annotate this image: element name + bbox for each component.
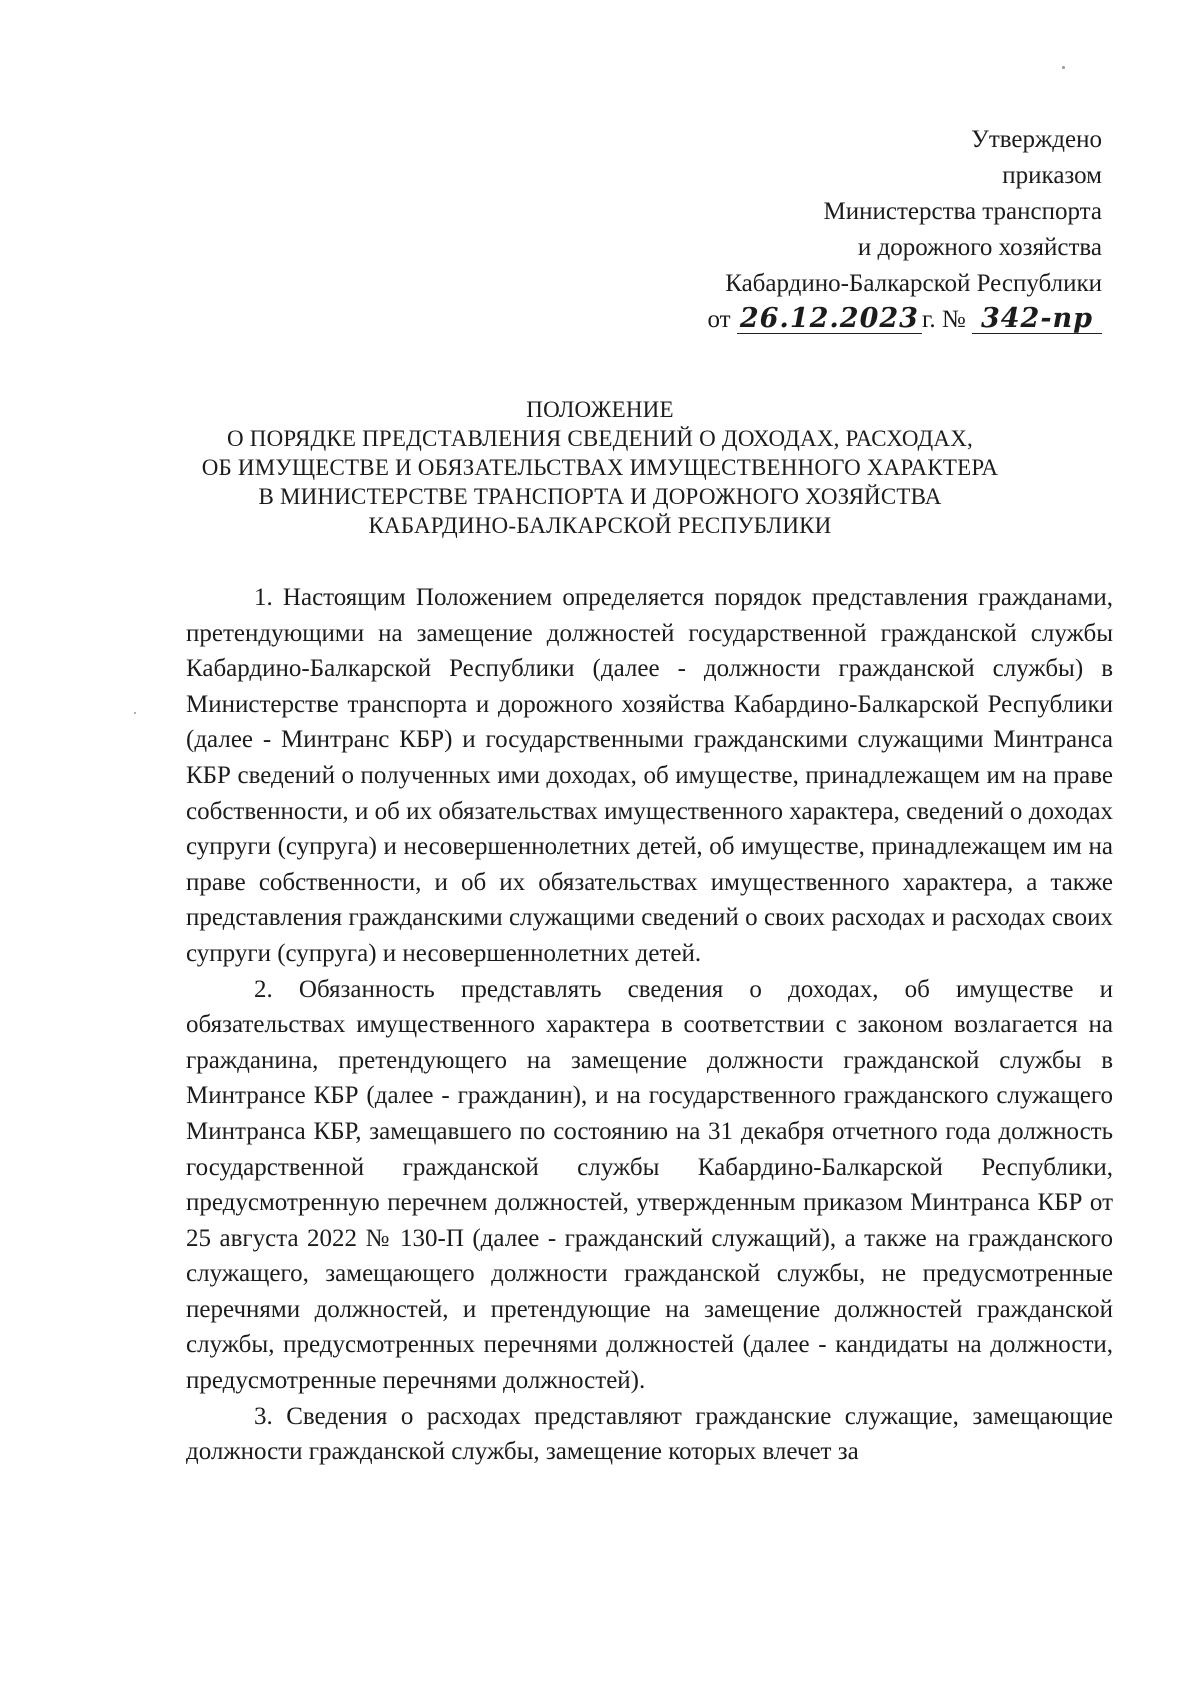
approval-ministry-line-2: и дорожного хозяйства [857,234,1102,261]
title-line-2: О ПОРЯДКЕ ПРЕДСТАВЛЕНИЯ СВЕДЕНИЙ О ДОХОДАХ, РАСХОДАХ, [227,426,973,451]
document-body [186,580,1113,1470]
approval-number-label: г. № [921,306,966,333]
handwritten-date: 26.12.2023 [737,305,922,334]
approval-ministry-line-1: Министерства транспорта [823,198,1102,225]
scan-speck [1062,66,1065,69]
document-title [0,395,1200,540]
title-line-1: ПОЛОЖЕНИЕ [526,397,674,422]
approval-date-prefix: от [707,306,731,333]
approval-date-number-line [708,302,1103,338]
paragraph-3: 3. Сведения о расходах представляют гражданские служащие, замещающие должности гражданской службы, замещение которых влечет за [186,1402,1113,1466]
paragraph-1: 1. Настоящим Положением определяется порядок представления гражданами, претендующими на замещение должностей государственной гражданской службы Кабардино-Балкарской Республики (далее - должности гражданской службы) в Министерстве транспорта и дорожного хозяйства Кабардино-Балкарской Республики (далее - Минтранс КБР) и государственными гражданскими служащими Минтранса КБР сведений о полученных ими доходах, об имуществе, принадлежащем им на праве собственности, и об их обязательствах имущественного характера, сведений о доходах супруги (супруга) и несовершеннолетних детей, об имуществе, принадлежащем им на праве собственности, и об их обязательствах имущественного характера, а также представления гражданскими служащими сведений о своих расходах и расходах своих супруги (супруга) и несовершеннолетних детей. [186,584,1113,967]
title-line-3: ОБ ИМУЩЕСТВЕ И ОБЯЗАТЕЛЬСТВАХ ИМУЩЕСТВЕННОГО ХАРАКТЕРА [201,455,999,480]
approval-heading: Утверждено [971,126,1102,153]
approval-stamp-block [708,122,1103,338]
title-line-5: КАБАРДИНО-БАЛКАРСКОЙ РЕСПУБЛИКИ [368,513,832,538]
approval-order-label: приказом [1002,162,1102,189]
handwritten-order-number: 342-пр [972,305,1102,334]
paragraph-2: 2. Обязанность представлять сведения о доходах, об имуществе и обязательствах имущественного характера в соответствии с законом возлагается на гражданина, претендующего на замещение должности гражданской службы в Минтрансе КБР (далее - гражданин), и на государственного гражданского служащего Минтранса КБР, замещавшего по состоянию на 31 декабря отчетного года должность государственной гражданской службы Кабардино-Балкарской Республики, предусмотренную перечнем должностей, утвержденным приказом Минтранса КБР от 25 августа 2022 № 130-П (далее - гражданский служащий), а также на гражданского служащего, замещающего должности гражданской службы, не предусмотренные перечнями должностей, и претендующие на замещение должностей гражданской службы, предусмотренных перечнями должностей (далее - кандидаты на должности, предусмотренные перечнями должностей). [186,975,1113,1395]
scan-speck [134,712,136,714]
approval-ministry-line-3: Кабардино-Балкарской Республики [725,270,1102,297]
title-line-4: В МИНИСТЕРСТВЕ ТРАНСПОРТА И ДОРОЖНОГО ХОЗЯЙСТВА [258,484,942,509]
